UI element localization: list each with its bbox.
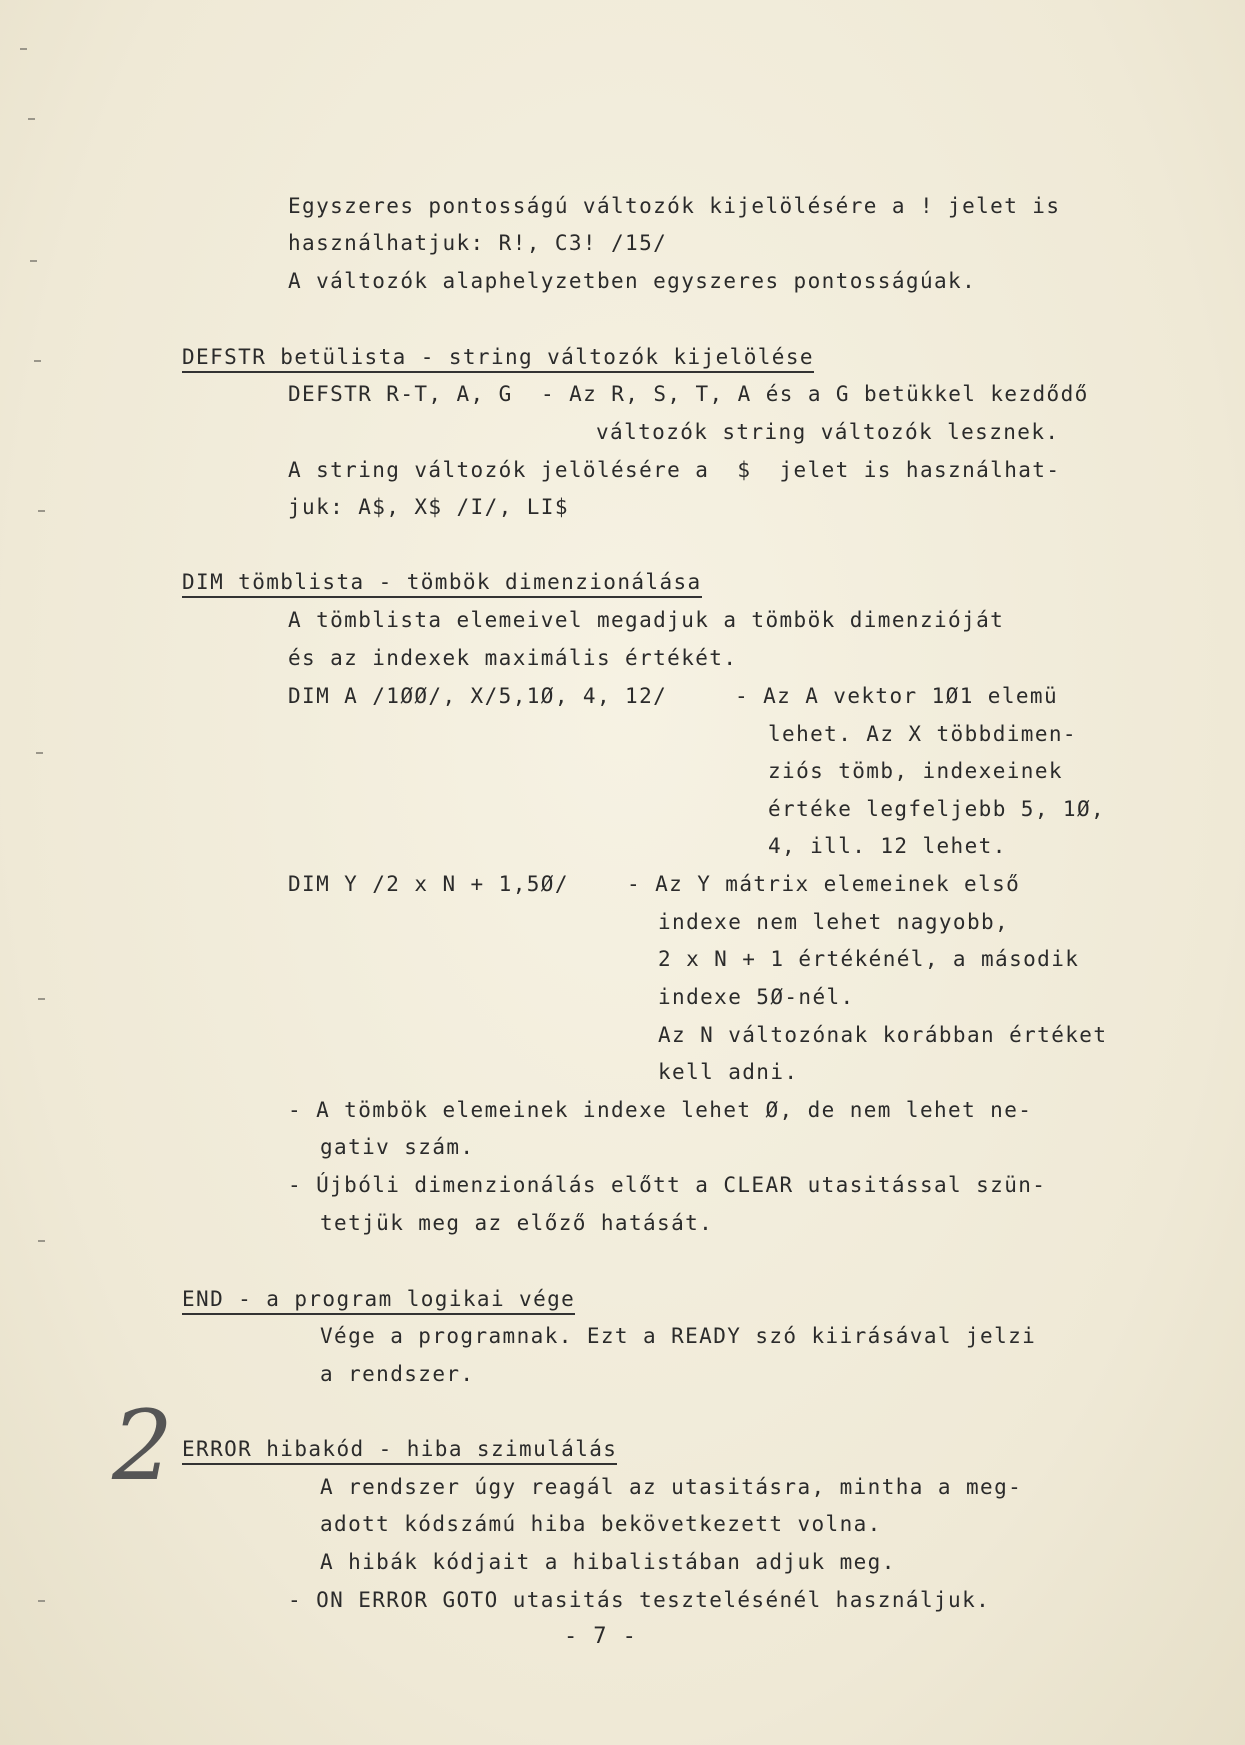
body-line: a rendszer. bbox=[320, 1362, 475, 1386]
body-line: és az indexek maximális értékét. bbox=[288, 646, 738, 670]
code-line: DEFSTR R-T, A, G bbox=[288, 382, 513, 406]
page-number: - 7 - bbox=[564, 1624, 638, 1649]
body-line: A rendszer úgy reagál az utasitásra, mintha a meg- bbox=[320, 1475, 1023, 1499]
body-line: értéke legfeljebb 5, 1Ø, bbox=[768, 797, 1106, 821]
body-line: - Az R, S, T, A és a G betükkel kezdődő bbox=[541, 382, 1089, 406]
body-line: 2 x N + 1 értékénél, a második bbox=[658, 947, 1080, 971]
body-line: kell adni. bbox=[658, 1060, 799, 1084]
margin-tick bbox=[20, 48, 27, 50]
margin-tick bbox=[28, 118, 35, 120]
margin-tick bbox=[38, 1240, 45, 1242]
margin-tick bbox=[30, 260, 37, 262]
body-line: A string változók jelölésére a $ jelet is használhat- bbox=[288, 458, 1061, 482]
body-line: Vége a programnak. Ezt a READY szó kiirásával jelzi bbox=[320, 1324, 1037, 1348]
section-heading-error: ERROR hibakód - hiba szimulálás bbox=[182, 1436, 617, 1465]
margin-tick bbox=[38, 510, 45, 512]
handwritten-margin-mark: 2 bbox=[112, 1390, 174, 1502]
body-line: A hibák kódjait a hibalistában adjuk meg. bbox=[320, 1550, 896, 1574]
body-line: változók string változók lesznek. bbox=[596, 420, 1060, 444]
section-heading-defstr: DEFSTR betülista - string változók kijelölése bbox=[182, 344, 814, 373]
margin-tick bbox=[34, 360, 41, 362]
body-line: adott kódszámú hiba bekövetkezett volna. bbox=[320, 1512, 882, 1536]
body-line: juk: A$, X$ /I/, LI$ bbox=[288, 495, 569, 519]
body-line: - Az Y mátrix elemeinek első bbox=[627, 872, 1021, 896]
body-line: - Újbóli dimenzionálás előtt a CLEAR utasitással szün- bbox=[288, 1173, 1047, 1197]
body-line: gativ szám. bbox=[320, 1135, 475, 1159]
body-line: lehet. Az X többdimen- bbox=[768, 722, 1077, 746]
body-line: A változók alaphelyzetben egyszeres pontosságúak. bbox=[288, 269, 977, 293]
body-line: ziós tömb, indexeinek bbox=[768, 759, 1063, 783]
body-line: Egyszeres pontosságú változók kijelölésére a ! jelet is bbox=[288, 194, 1061, 218]
margin-tick bbox=[38, 1600, 45, 1602]
body-line: Az N változónak korábban értéket bbox=[658, 1023, 1108, 1047]
body-line: indexe nem lehet nagyobb, bbox=[658, 910, 1010, 934]
body-line: A tömblista elemeivel megadjuk a tömbök dimenzióját bbox=[288, 608, 1005, 632]
body-line: használhatjuk: R!, C3! /15/ bbox=[288, 231, 668, 255]
body-line: indexe 5Ø-nél. bbox=[658, 985, 855, 1009]
body-line: tetjük meg az előző hatását. bbox=[320, 1211, 714, 1235]
section-heading-dim: DIM tömblista - tömbök dimenzionálása bbox=[182, 569, 702, 598]
body-line: - Az A vektor 1Ø1 elemü bbox=[735, 684, 1058, 708]
code-line: DIM Y /2 x N + 1,5Ø/ bbox=[288, 872, 569, 896]
section-heading-end: END - a program logikai vége bbox=[182, 1286, 575, 1315]
body-line: - ON ERROR GOTO utasitás tesztelésénél használjuk. bbox=[288, 1588, 991, 1612]
code-line: DIM A /1ØØ/, X/5,1Ø, 4, 12/ bbox=[288, 684, 668, 708]
body-line: 4, ill. 12 lehet. bbox=[768, 834, 1007, 858]
margin-tick bbox=[36, 752, 43, 754]
margin-tick bbox=[38, 998, 45, 1000]
body-line: - A tömbök elemeinek indexe lehet Ø, de nem lehet ne- bbox=[288, 1098, 1033, 1122]
